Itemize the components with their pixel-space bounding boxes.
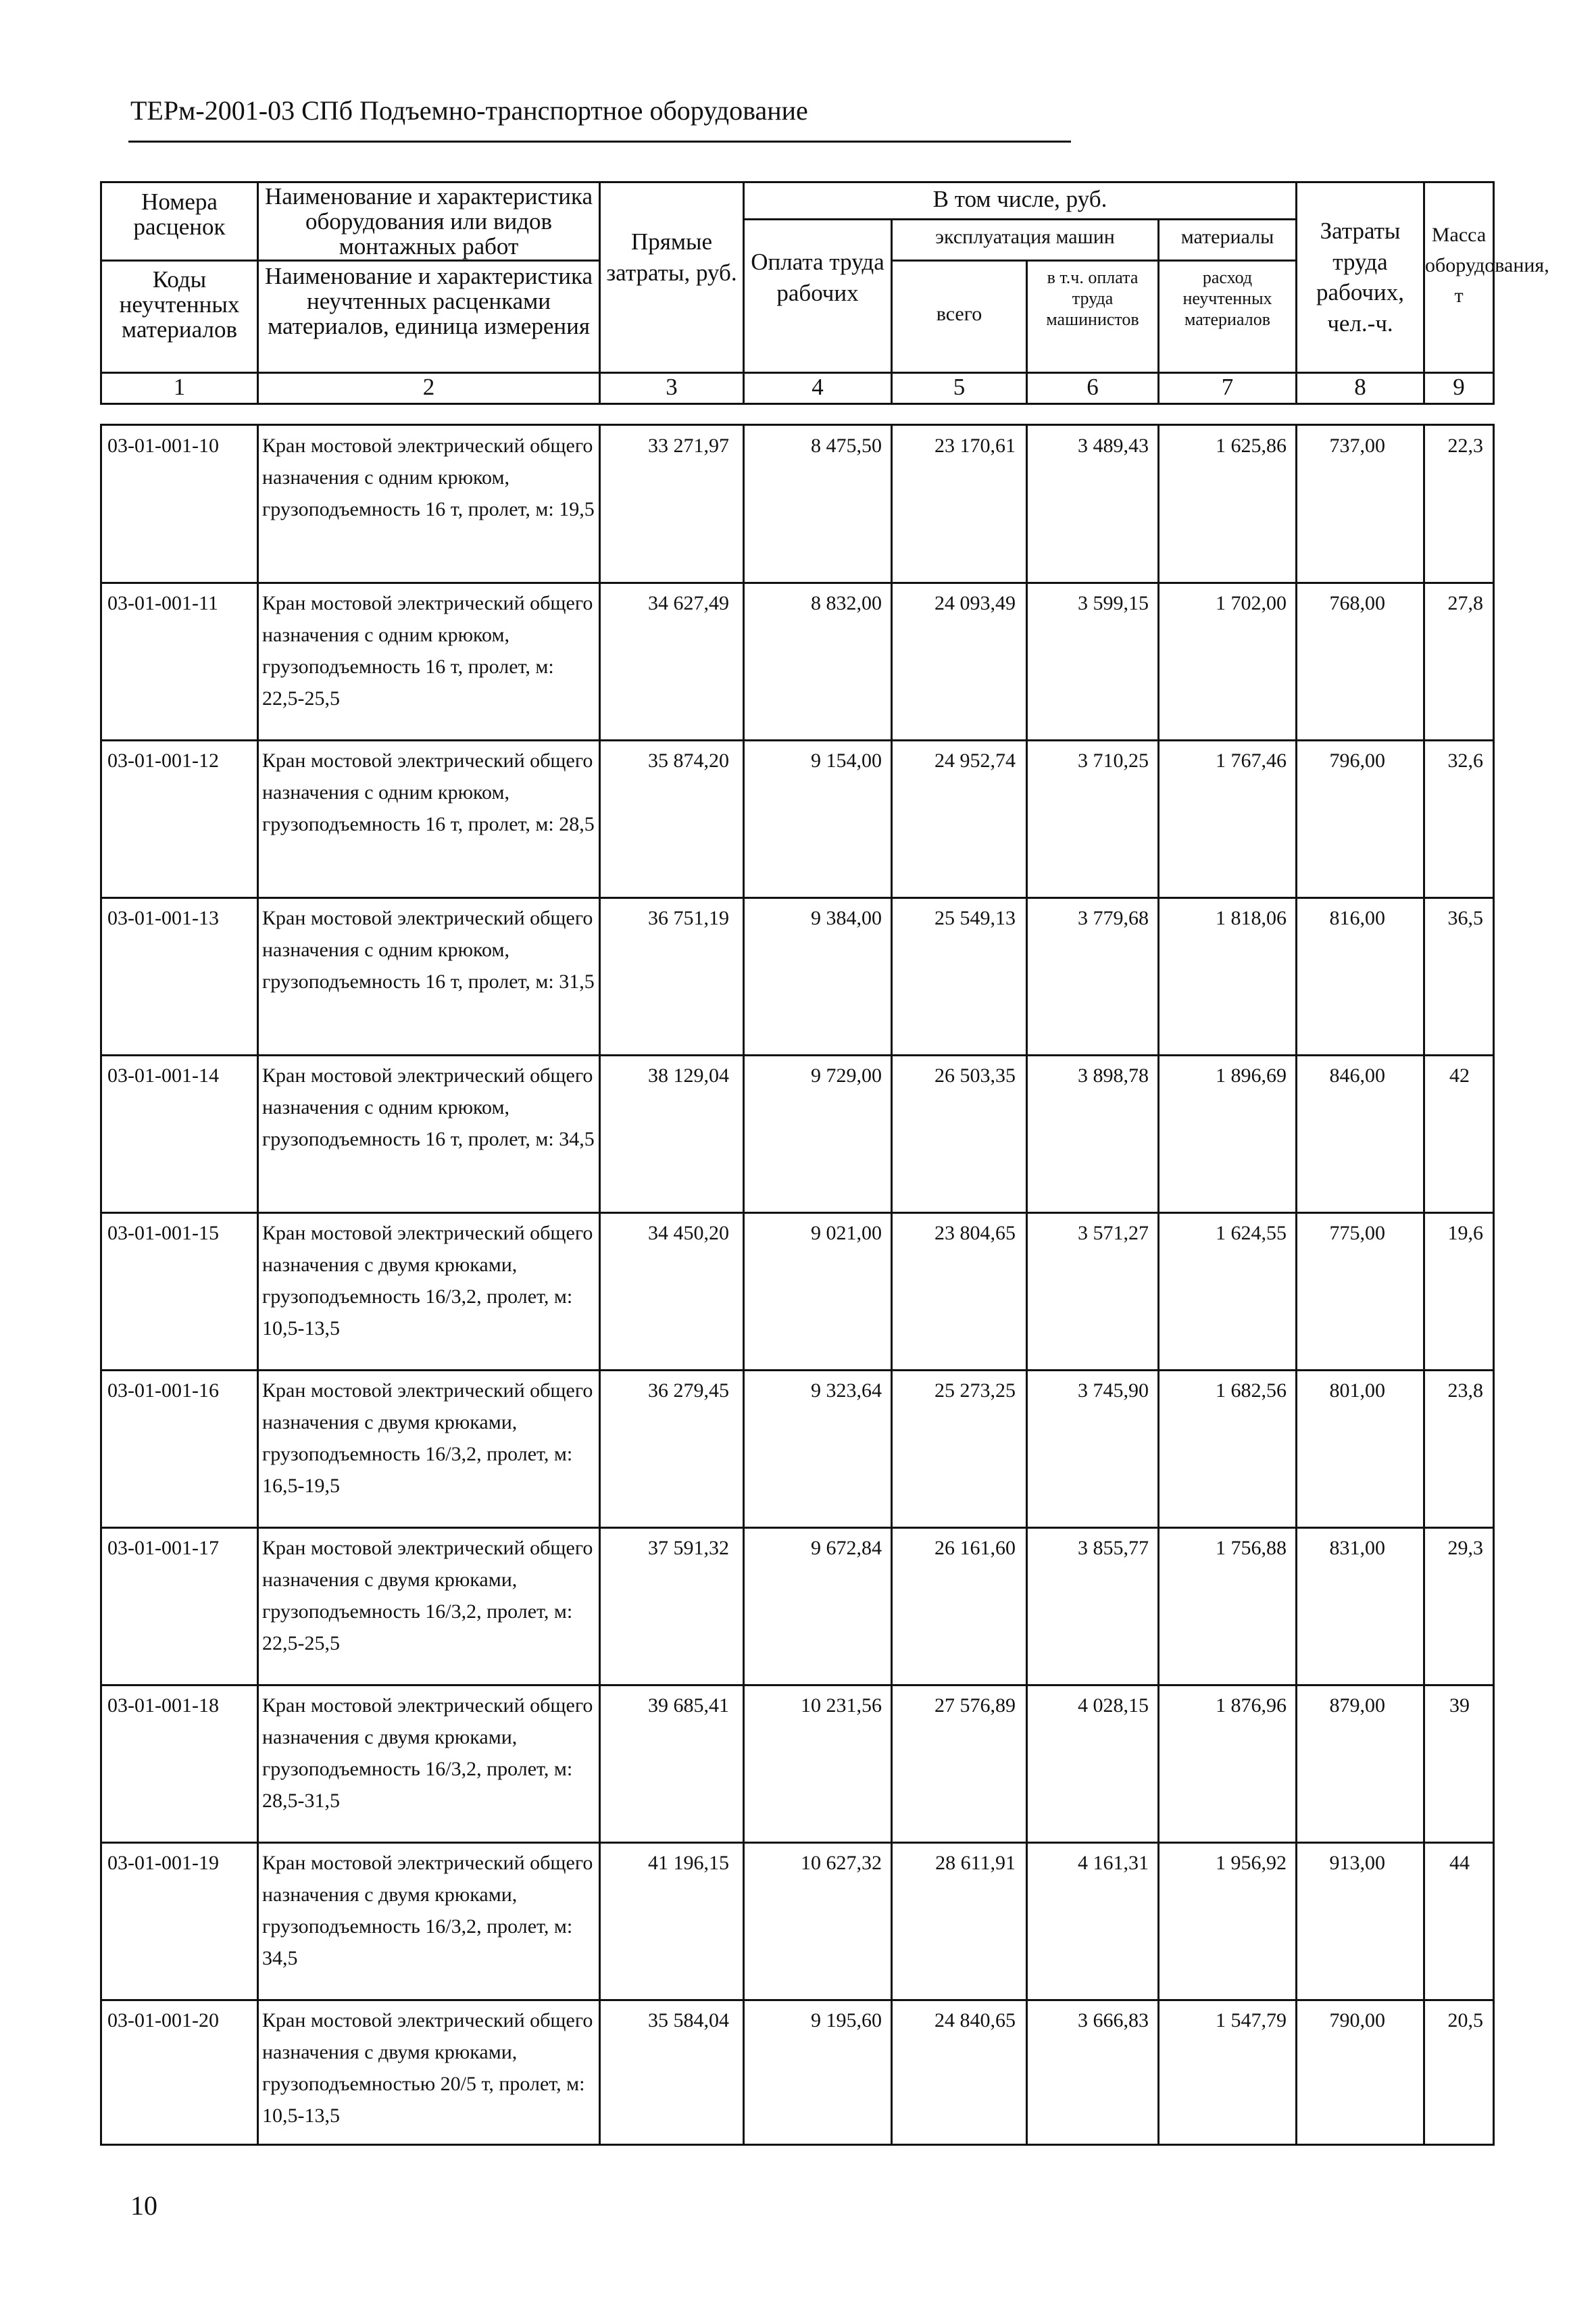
worker-pay: 9 154,00 [811,749,882,772]
worker-pay: 8 475,50 [811,435,882,457]
direct-costs: 34 450,20 [648,1222,729,1244]
labor-hours: 879,00 [1329,1694,1385,1717]
table-row [102,1371,1493,1527]
labor-hours: 913,00 [1329,1852,1385,1874]
column-number-2: 2 [422,374,435,400]
materials-cost: 1 547,79 [1216,2009,1287,2032]
rate-code: 03-01-001-14 [107,1064,219,1087]
direct-costs: 35 874,20 [648,749,729,772]
machines-total: 23 170,61 [934,435,1016,457]
header-worker-pay: Оплата труда рабочих [751,249,884,306]
work-name: Кран мостовой электрический общего назначения с одним крюком, грузоподъемность 16 т, пролет, м: 28,5 [262,749,595,835]
header-group-including: В том числе, руб. [932,186,1107,212]
driver-pay: 3 599,15 [1078,592,1149,614]
rate-code: 03-01-001-20 [107,2009,219,2032]
worker-pay: 9 672,84 [811,1537,882,1559]
materials-cost: 1 876,96 [1216,1694,1287,1717]
labor-hours: 796,00 [1329,749,1385,772]
equipment-mass: 44 [1449,1852,1470,1874]
driver-pay: 4 161,31 [1078,1852,1149,1874]
machines-total: 24 952,74 [934,749,1016,772]
driver-pay: 3 710,25 [1078,749,1149,772]
work-name: Кран мостовой электрический общего назначения с двумя крюками, грузоподъемность 16/3,2, пролет, м: 22,5-25,5 [262,1537,593,1654]
work-name: Кран мостовой электрический общего назначения с одним крюком, грузоподъемность 16 т, пролет, м: 34,5 [262,1064,595,1150]
machines-total: 28 611,91 [935,1852,1016,1874]
rate-code: 03-01-001-13 [107,907,219,929]
rate-code: 03-01-001-17 [107,1537,219,1559]
header-work-name: Наименование и характеристика оборудования или видов монтажных работ [264,183,593,260]
worker-pay: 8 832,00 [811,592,882,614]
materials-cost: 1 767,46 [1216,749,1287,772]
equipment-mass: 23,8 [1447,1379,1483,1402]
worker-pay: 9 021,00 [811,1222,882,1244]
machines-total: 25 549,13 [934,907,1016,929]
driver-pay: 4 028,15 [1078,1694,1149,1717]
table-row [102,426,1493,582]
table-row [102,583,1493,739]
driver-pay: 3 571,27 [1078,1222,1149,1244]
labor-hours: 737,00 [1329,435,1385,457]
column-number-7: 7 [1221,374,1234,400]
equipment-mass: 36,5 [1447,907,1483,929]
table-row [102,1528,1493,1684]
worker-pay: 9 195,60 [811,2009,882,2032]
header-labor-hours: Затраты труда рабочих, чел.-ч. [1316,218,1405,337]
work-name: Кран мостовой электрический общего назначения с двумя крюками, грузоподъемность 16/3,2, пролет, м: 16,5-19,5 [262,1379,593,1497]
rate-code: 03-01-001-19 [107,1852,219,1874]
table-row [102,741,1493,897]
worker-pay: 9 384,00 [811,907,882,929]
machines-total: 24 840,65 [934,2009,1016,2032]
header-driver-pay: в т.ч. оплата труда машинистов [1046,268,1139,330]
direct-costs: 36 751,19 [648,907,729,929]
driver-pay: 3 779,68 [1078,907,1149,929]
table-row [102,1056,1493,1212]
labor-hours: 816,00 [1329,907,1385,929]
driver-pay: 3 666,83 [1078,2009,1149,2032]
equipment-mass: 22,3 [1447,435,1483,457]
materials-cost: 1 896,69 [1216,1064,1287,1087]
header-material-codes: Коды неучтенных материалов [119,266,240,343]
document-title: ТЕРм-2001-03 СПб Подъемно-транспортное оборудование [130,95,808,126]
worker-pay: 10 231,56 [801,1694,882,1717]
worker-pay: 10 627,32 [801,1852,882,1874]
header-material-name: Наименование и характеристика неучтенных расценками материалов, единица измерения [264,263,593,339]
equipment-mass: 20,5 [1447,2009,1483,2032]
direct-costs: 36 279,45 [648,1379,729,1402]
driver-pay: 3 745,90 [1078,1379,1149,1402]
labor-hours: 846,00 [1329,1064,1385,1087]
work-name: Кран мостовой электрический общего назначения с двумя крюками, грузоподъемность 16/3,2, пролет, м: 10,5-13,5 [262,1222,593,1339]
driver-pay: 3 489,43 [1078,435,1149,457]
materials-cost: 1 818,06 [1216,907,1287,929]
column-number-1: 1 [173,374,186,400]
materials-cost: 1 702,00 [1216,592,1287,614]
column-number-9: 9 [1453,374,1465,400]
column-number-5: 5 [953,374,966,400]
machines-total: 26 503,35 [934,1064,1016,1087]
labor-hours: 801,00 [1329,1379,1385,1402]
header-materials: материалы [1180,226,1274,248]
rate-code: 03-01-001-10 [107,435,219,457]
machines-total: 27 576,89 [934,1694,1016,1717]
header-direct-costs: Прямые затраты, руб. [606,228,737,286]
work-name: Кран мостовой электрический общего назначения с двумя крюками, грузоподъемность 16/3,2, пролет, м: 34,5 [262,1852,593,1969]
page-number: 10 [130,2190,157,2221]
equipment-mass: 42 [1449,1064,1470,1087]
work-name: Кран мостовой электрический общего назначения с одним крюком, грузоподъемность 16 т, пролет, м: 19,5 [262,435,595,520]
materials-cost: 1 625,86 [1216,435,1287,457]
rate-code: 03-01-001-15 [107,1222,219,1244]
table-row [102,1213,1493,1369]
worker-pay: 9 323,64 [811,1379,882,1402]
driver-pay: 3 898,78 [1078,1064,1149,1087]
machines-total: 23 804,65 [934,1222,1016,1244]
materials-cost: 1 956,92 [1216,1852,1287,1874]
machines-total: 26 161,60 [934,1537,1016,1559]
labor-hours: 775,00 [1329,1222,1385,1244]
table-header [100,181,1549,405]
driver-pay: 3 855,77 [1078,1537,1149,1559]
work-name: Кран мостовой электрический общего назначения с двумя крюками, грузоподъемностью 20/5 т, пролет, м: 10,5-13,5 [262,2009,593,2127]
title-underline [128,141,1071,143]
labor-hours: 768,00 [1329,592,1385,614]
equipment-mass: 39 [1449,1694,1470,1717]
direct-costs: 38 129,04 [648,1064,729,1087]
header-machines-total: всего [936,303,982,325]
labor-hours: 831,00 [1329,1537,1385,1559]
rate-code: 03-01-001-18 [107,1694,219,1717]
direct-costs: 37 591,32 [648,1537,729,1559]
header-machine-operation: эксплуатация машин [935,226,1115,248]
direct-costs: 33 271,97 [648,435,729,457]
materials-cost: 1 756,88 [1216,1537,1287,1559]
machines-total: 24 093,49 [934,592,1016,614]
table-row [102,1843,1493,1999]
column-number-6: 6 [1087,374,1099,400]
table-row [102,2000,1493,2146]
header-rate-numbers: Номера расценок [133,189,226,240]
direct-costs: 34 627,49 [648,592,729,614]
materials-cost: 1 682,56 [1216,1379,1287,1402]
rate-code: 03-01-001-16 [107,1379,219,1402]
worker-pay: 9 729,00 [811,1064,882,1087]
column-number-4: 4 [812,374,824,400]
equipment-mass: 29,3 [1447,1537,1483,1559]
table-row [102,1685,1493,1842]
header-equipment-mass: Масса оборудования, т [1425,224,1549,307]
table-row [102,898,1493,1054]
direct-costs: 41 196,15 [648,1852,729,1874]
labor-hours: 790,00 [1329,2009,1385,2032]
rate-code: 03-01-001-12 [107,749,219,772]
column-number-3: 3 [666,374,678,400]
work-name: Кран мостовой электрический общего назначения с двумя крюками, грузоподъемность 16/3,2, пролет, м: 28,5-31,5 [262,1694,593,1812]
rate-code: 03-01-001-11 [107,592,218,614]
machines-total: 25 273,25 [934,1379,1016,1402]
equipment-mass: 27,8 [1447,592,1483,614]
work-name: Кран мостовой электрический общего назначения с одним крюком, грузоподъемность 16 т, пролет, м: 22,5-25,5 [262,592,593,710]
materials-cost: 1 624,55 [1216,1222,1287,1244]
table-body [100,424,1495,2146]
equipment-mass: 32,6 [1447,749,1483,772]
direct-costs: 39 685,41 [648,1694,729,1717]
equipment-mass: 19,6 [1447,1222,1483,1244]
column-number-8: 8 [1354,374,1366,400]
header-unaccounted-materials: расход неучтенных материалов [1182,268,1272,330]
work-name: Кран мостовой электрический общего назначения с одним крюком, грузоподъемность 16 т, пролет, м: 31,5 [262,907,595,993]
direct-costs: 35 584,04 [648,2009,729,2032]
